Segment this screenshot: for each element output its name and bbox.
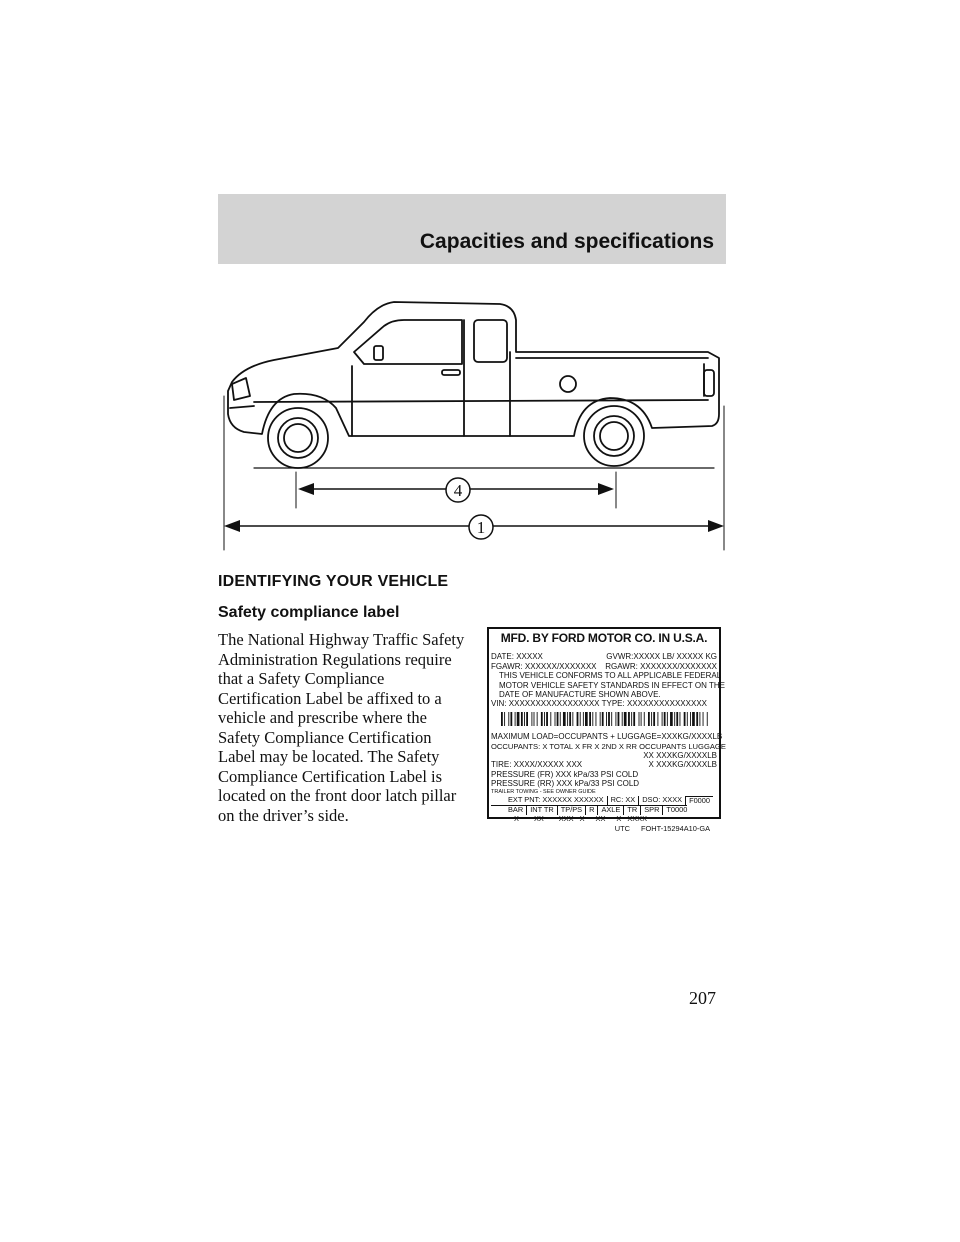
barcode-bar — [699, 712, 700, 726]
label-f-code: F0000 — [685, 796, 713, 806]
label-fgawr: FGAWR: XXXXXX/XXXXXXX — [491, 661, 597, 671]
barcode-bar — [531, 712, 532, 726]
grille — [230, 378, 254, 408]
label-occupants: OCCUPANTS: X TOTAL X FR X 2ND X RR OCCUPANTS LUGGAGE — [491, 741, 726, 751]
paragraph-line: Label may be located. The Safety — [218, 747, 440, 766]
label-manufacturer: MFD. BY FORD MOTOR CO. IN U.S.A. — [500, 631, 708, 645]
barcode-bar — [541, 712, 543, 726]
paragraph-line: Certification Label be affixed to a — [218, 688, 442, 708]
wheelbase-arrow-right — [598, 483, 614, 495]
label-max-load: MAXIMUM LOAD=OCCUPANTS + LUGGAGE=XXXKG/XXXXLB — [491, 732, 723, 742]
barcode-bar — [517, 712, 520, 726]
grid-head: TR — [623, 806, 640, 815]
sub-heading: Safety compliance label — [218, 604, 400, 621]
barcode-bar — [567, 712, 568, 726]
barcode-bar — [692, 712, 695, 726]
barcode-bar — [526, 712, 528, 726]
door-handle — [442, 370, 460, 375]
barcode-bar — [674, 712, 675, 726]
barcode-bar — [544, 712, 545, 726]
paragraph-line: located on the front door latch pillar — [218, 786, 457, 805]
barcode-bar — [648, 712, 650, 726]
length-arrow-right — [708, 520, 724, 532]
barcode-bar — [563, 712, 566, 726]
barcode-bar — [534, 712, 535, 726]
barcode-bar — [572, 712, 573, 726]
bed-lines — [516, 358, 708, 396]
barcode-bar — [633, 712, 635, 726]
section-heading: IDENTIFYING YOUR VEHICLE — [218, 573, 449, 590]
label-occupant-values: XX XXXKG/XXXXLB — [643, 751, 717, 761]
barcode-bar — [696, 712, 698, 726]
paragraph-line: on the driver’s side. — [218, 805, 349, 825]
grid-head: INT TR — [526, 806, 557, 815]
grid-head: AXLE — [597, 806, 623, 815]
barcode-bar — [515, 712, 516, 726]
barcode-bar — [687, 712, 688, 726]
label-vin: VIN: XXXXXXXXXXXXXXXXX — [491, 699, 600, 709]
barcode-bar — [580, 712, 581, 726]
label-gvwr: GVWR:XXXXX LB/ XXXXX KG — [606, 652, 717, 662]
barcode-bar — [585, 712, 588, 726]
grid-head: SPR — [640, 806, 662, 815]
tail-light — [704, 370, 714, 396]
barcode-bar — [557, 712, 559, 726]
barcode-bar — [592, 712, 593, 726]
barcode-bar — [644, 712, 645, 726]
barcode-bar — [569, 712, 571, 726]
label-type: TYPE: XXXXXXXXXXXXXXX — [601, 699, 707, 709]
rear-tire — [584, 406, 644, 466]
barcode-bar — [504, 712, 505, 726]
barcode-bar — [606, 712, 607, 726]
label-rgawr: RGAWR: XXXXXXX/XXXXXXX — [605, 661, 717, 671]
barcode-bar — [667, 712, 668, 726]
barcode-bar — [631, 712, 632, 726]
label-axle-row — [491, 662, 717, 671]
grid-head: TP/PS — [557, 806, 585, 815]
barcode-bar — [676, 712, 678, 726]
paragraph-line: that a Safety Compliance — [218, 669, 385, 688]
barcode-bar — [521, 712, 523, 726]
barcode-bar — [690, 712, 691, 726]
barcode-bar — [560, 712, 561, 726]
label-conform-line: MOTOR VEHICLE SAFETY STANDARDS IN EFFECT ON THE — [499, 680, 725, 690]
label-conform-line: THIS VEHICLE CONFORMS TO ALL APPLICABLE FEDERAL — [499, 671, 722, 681]
grid-head: R — [585, 806, 597, 815]
barcode-bar — [707, 712, 708, 726]
barcode-bar — [615, 712, 616, 726]
barcode-bar — [524, 712, 525, 726]
barcode-bar — [651, 712, 652, 726]
barcode-bar — [600, 712, 601, 726]
label-utc: UTC — [614, 824, 630, 834]
header-band — [218, 194, 726, 264]
front-window — [354, 320, 462, 364]
barcode-bar — [608, 712, 610, 726]
safety-compliance-label — [487, 627, 726, 834]
rear-wheel-hub — [600, 422, 628, 450]
callout-1: 1 — [476, 518, 486, 537]
front-wheel-hub — [284, 424, 312, 452]
label-grid-heads — [491, 805, 687, 815]
label-date: DATE: XXXXX — [491, 652, 543, 662]
fuel-cap — [560, 376, 576, 392]
barcode-bar — [555, 712, 556, 726]
paragraph-line: Compliance Certification Label is — [218, 766, 443, 786]
barcode-bar — [662, 712, 663, 726]
barcode-bar — [589, 712, 591, 726]
paragraph-line: vehicle and prescribe where the — [218, 708, 427, 727]
barcode-bar — [611, 712, 612, 726]
barcode-bar — [657, 712, 658, 726]
barcode-bar — [510, 712, 512, 726]
label-figure-code: FOHT-15294A10-GA — [640, 824, 710, 834]
barcode-bar — [550, 712, 551, 726]
label-conform-line: DATE OF MANUFACTURE SHOWN ABOVE. — [499, 690, 661, 700]
label-trailer-note: TRAILER TOWING - SEE OWNER GUIDE — [491, 788, 596, 795]
paragraph-line: Safety Compliance Certification — [218, 727, 432, 747]
label-pressure-front: PRESSURE (FR) XXX kPa/33 PSI COLD — [491, 769, 639, 779]
label-vin-row — [491, 699, 717, 708]
vin-barcode — [501, 712, 707, 726]
paragraph-line: The National Highway Traffic Safety — [218, 630, 465, 649]
barcode-bar — [596, 712, 597, 726]
body-paragraph — [218, 630, 468, 825]
label-dso: DSO: XXXX — [638, 796, 685, 806]
barcode-bar — [653, 712, 655, 726]
barcode-bar — [664, 712, 666, 726]
paragraph-line: Administration Regulations require — [218, 649, 452, 669]
body-crease — [254, 400, 708, 402]
label-date-row — [491, 652, 717, 661]
barcode-bar — [628, 712, 630, 726]
label-t-code: T0000 — [662, 806, 690, 815]
label-paint-row — [491, 796, 717, 806]
label-tire-values: X XXXKG/XXXXLB — [648, 760, 717, 770]
rear-window — [474, 320, 507, 362]
side-mirror — [374, 346, 383, 360]
barcode-bar — [602, 712, 604, 726]
barcode-bar — [546, 712, 548, 726]
page-title: Capacities and specifications — [419, 230, 714, 253]
barcode-bar — [583, 712, 584, 726]
front-tire — [268, 408, 328, 468]
barcode-bar — [639, 712, 640, 726]
grid-value: X — [616, 813, 622, 823]
barcode-bar — [680, 712, 681, 726]
barcode-bar — [618, 712, 620, 726]
barcode-bar — [577, 712, 579, 726]
callout-4: 4 — [453, 481, 463, 500]
grid-value: XXX — [558, 813, 574, 823]
barcode-bar — [508, 712, 509, 726]
barcode-bar — [641, 712, 642, 726]
label-ext-paint: EXT PNT: XXXXXX XXXXXX — [508, 794, 604, 804]
barcode-bar — [537, 712, 538, 726]
grid-value: XXXX — [627, 813, 648, 823]
wheelbase-arrow-left — [298, 483, 314, 495]
grid-value: XX — [533, 813, 544, 823]
page-number: 207 — [689, 988, 716, 1008]
grid-value: XX — [595, 813, 606, 823]
barcode-bar — [624, 712, 627, 726]
truck-dimension-figure — [214, 296, 734, 554]
label-grid-values — [491, 815, 717, 824]
label-footer-row — [491, 825, 717, 834]
barcode-bar — [622, 712, 623, 726]
label-tire: TIRE: XXXX/XXXXX XXX — [491, 760, 583, 770]
label-tire-row — [491, 760, 717, 769]
grid-head: BAR — [508, 805, 524, 815]
barcode-bar — [684, 712, 686, 726]
label-pressure-rear: PRESSURE (RR) XXX kPa/33 PSI COLD — [491, 779, 640, 789]
door-lines — [352, 320, 510, 436]
barcode-bar — [703, 712, 704, 726]
barcode-bar — [670, 712, 673, 726]
length-arrow-left — [224, 520, 240, 532]
barcode-bar — [501, 712, 503, 726]
grid-value: X — [579, 813, 585, 823]
label-rc: RC: XX — [607, 796, 639, 806]
grid-value: X — [514, 813, 519, 823]
